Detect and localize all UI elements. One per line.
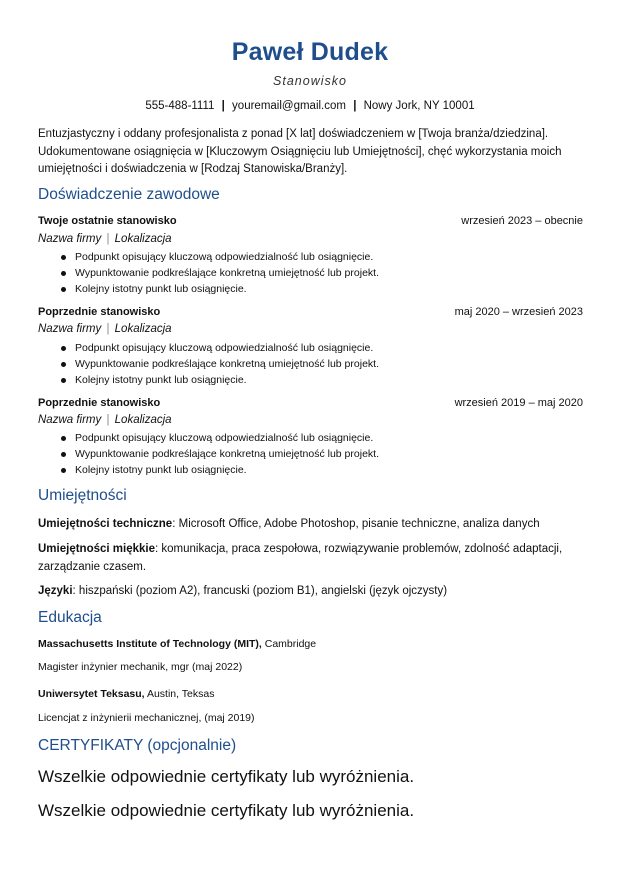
skills-technical-value: : Microsoft Office, Adobe Photoshop, pisanie techniczne, analiza danych [172, 518, 540, 530]
job-role-title: Stanowisko [273, 74, 347, 88]
profile-summary: Entuzjastyczny i oddany profesjonalista z ponad [X lat] doświadczeniem w [Twoja branża/dziedzina]. Udokumentowane osiągnięcia w [Kluczowym Osiągnięciu lub Umiejętności], chęć wykorzystania moich umiejętności i doświadczenia w [Rodzaj Stanowiska/Branży]. [38, 128, 562, 175]
skills-languages-value: : hiszpański (poziom A2), francuski (poziom B1), angielski (język ojczysty) [72, 585, 448, 597]
skills-languages [38, 582, 586, 600]
company-name: Nazwa firmy [38, 323, 102, 335]
job-dates: wrzesień 2019 – maj 2020 [454, 397, 583, 409]
skills-technical-label: Umiejętności techniczne [38, 518, 173, 530]
company-location: Lokalizacja [114, 323, 172, 335]
school-name: Uniwersytet Teksasu, [38, 688, 145, 700]
education-school [38, 688, 214, 700]
job-title: Twoje ostatnie stanowisko [38, 215, 177, 227]
education-school [38, 638, 316, 650]
education-degree: Magister inżynier mechanik, mgr (maj 2022) [38, 661, 243, 673]
list-item: Podpunkt opisujący kluczową odpowiedzialność lub osiągnięcie. [38, 340, 578, 356]
school-name: Massachusetts Institute of Technology (MIT), [38, 638, 262, 650]
school-city: Cambridge [261, 638, 317, 650]
job-dates: maj 2020 – wrzesień 2023 [454, 306, 583, 318]
list-item: Wypunktowanie podkreślające konkretną umiejętność lub projekt. [38, 265, 578, 281]
list-item: Wypunktowanie podkreślające konkretną umiejętność lub projekt. [38, 356, 578, 372]
skills-technical [38, 515, 586, 533]
list-item: Kolejny istotny punkt lub osiągnięcie. [38, 372, 578, 388]
education-section-title: Edukacja [38, 609, 102, 626]
contact-separator: | [221, 100, 225, 112]
job-bullets [38, 249, 578, 297]
list-item: Kolejny istotny punkt lub osiągnięcie. [38, 462, 578, 478]
company-name: Nazwa firmy [38, 414, 102, 426]
contact-separator: | [353, 100, 357, 112]
company-location: Lokalizacja [114, 233, 172, 245]
skills-languages-label: Języki [38, 585, 73, 597]
education-degree: Licencjat z inżynierii mechanicznej, (maj 2019) [38, 712, 255, 724]
skills-soft-value: : komunikacja, praca zespołowa, rozwiązywanie problemów, zdolność adaptacji, zarządzanie czasem. [38, 543, 563, 573]
company-separator: | [103, 414, 113, 426]
candidate-name: Paweł Dudek [231, 38, 389, 66]
company-name: Nazwa firmy [38, 233, 102, 245]
phone-number: 555-488-1111 [145, 100, 215, 112]
email-address: youremail@gmail.com [232, 100, 346, 112]
skills-soft-label: Umiejętności miękkie [38, 543, 155, 555]
location: Nowy Jork, NY 10001 [363, 100, 475, 112]
list-item: Podpunkt opisujący kluczową odpowiedzialność lub osiągnięcie. [38, 430, 578, 446]
experience-section-title: Doświadczenie zawodowe [38, 186, 220, 203]
company-location: Lokalizacja [114, 414, 172, 426]
company-separator: | [103, 323, 113, 335]
job-company [38, 323, 172, 335]
job-company [38, 233, 172, 245]
contact-line [0, 100, 620, 112]
job-title: Poprzednie stanowisko [38, 397, 161, 409]
certificate-item: Wszelkie odpowiednie certyfikaty lub wyróżnienia. [38, 767, 415, 786]
list-item: Kolejny istotny punkt lub osiągnięcie. [38, 281, 578, 297]
skills-section-title: Umiejętności [38, 487, 127, 504]
list-item: Podpunkt opisujący kluczową odpowiedzialność lub osiągnięcie. [38, 249, 578, 265]
skills-soft [38, 540, 586, 576]
job-company [38, 414, 172, 426]
school-city: Austin, Teksas [144, 688, 215, 700]
certificate-item: Wszelkie odpowiednie certyfikaty lub wyróżnienia. [38, 801, 415, 820]
certificates-section-title: CERTYFIKATY (opcjonalnie) [38, 737, 237, 754]
job-bullets [38, 340, 578, 388]
job-bullets [38, 430, 578, 478]
job-dates: wrzesień 2023 – obecnie [461, 215, 583, 227]
job-title: Poprzednie stanowisko [38, 306, 161, 318]
list-item: Wypunktowanie podkreślające konkretną umiejętność lub projekt. [38, 446, 578, 462]
company-separator: | [103, 233, 113, 245]
